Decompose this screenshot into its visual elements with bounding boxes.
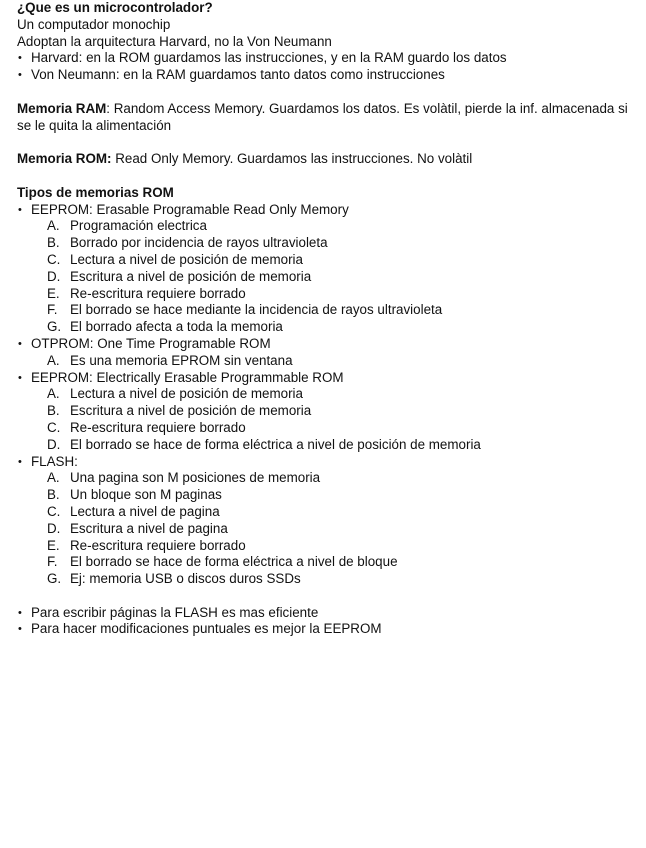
conclusion-eeprom: • Para hacer modificaciones puntuales es mejor la EEPROM — [17, 621, 630, 638]
sub-item-letter: E. — [47, 537, 60, 553]
sub-item — [17, 353, 630, 370]
spacer — [17, 84, 630, 101]
sub-item-text: Un bloque son M paginas — [70, 487, 222, 503]
sub-item — [17, 386, 630, 403]
sub-item — [17, 420, 630, 437]
sub-item — [17, 470, 630, 487]
sub-item-letter: D. — [47, 436, 61, 452]
sub-item — [17, 319, 630, 336]
sub-item-letter: G. — [47, 319, 62, 335]
sub-item — [17, 403, 630, 420]
rom-label: Memoria ROM: — [17, 151, 112, 167]
sub-item — [17, 554, 630, 571]
sub-item-text: Lectura a nivel de posición de memoria — [70, 386, 303, 402]
sub-item — [17, 437, 630, 454]
sub-item — [17, 252, 630, 269]
sub-item-letter: B. — [47, 403, 60, 419]
rom-text: Read Only Memory. Guardamos las instrucciones. No volàtil — [111, 151, 473, 167]
list-item-eeprom: • EEPROM: Electrically Erasable Programmable ROM — [17, 370, 630, 387]
sub-item — [17, 235, 630, 252]
sub-item-letter: A. — [47, 470, 60, 486]
sub-item — [17, 504, 630, 521]
sub-item-letter: A. — [47, 352, 60, 368]
spacer — [17, 134, 630, 151]
spacer — [17, 168, 630, 185]
list-item-eprom: • EEPROM: Erasable Programable Read Only Memory — [17, 202, 630, 219]
sub-item — [17, 538, 630, 555]
sub-item-letter: F. — [47, 302, 58, 318]
spacer — [17, 588, 630, 605]
sub-item-letter: C. — [47, 503, 61, 519]
sub-item-letter: E. — [47, 285, 60, 301]
sub-item — [17, 269, 630, 286]
sub-item-letter: A. — [47, 218, 60, 234]
sub-item-text: Escritura a nivel de pagina — [70, 520, 228, 536]
sub-item — [17, 521, 630, 538]
sub-item-letter: D. — [47, 268, 61, 284]
sub-item-text: Lectura a nivel de posición de memoria — [70, 251, 303, 267]
sub-item-text: Re-escritura requiere borrado — [70, 537, 246, 553]
sub-item-letter: D. — [47, 520, 61, 536]
sub-item-text: Re-escritura requiere borrado — [70, 419, 246, 435]
intro-line-1: Un computador monochip — [17, 16, 171, 32]
bullet-von-neumann: • Von Neumann: en la RAM guardamos tanto datos como instrucciones — [17, 67, 630, 84]
ram-text: : Random Access Memory. Guardamos los datos. Es volàtil, pierde la inf. almacenada si se le quita la alimentación — [17, 100, 628, 133]
intro-line-2: Adoptan la arquitectura Harvard, no la Von Neumann — [17, 33, 332, 49]
sub-item-text: Lectura a nivel de pagina — [70, 503, 220, 519]
sub-item — [17, 302, 630, 319]
heading-rom-types: Tipos de memorias ROM — [17, 184, 174, 200]
bullet-harvard: • Harvard: en la ROM guardamos las instrucciones, y en la RAM guardo los datos — [17, 50, 630, 67]
paragraph-ram — [17, 101, 630, 135]
sub-item-letter: C. — [47, 251, 61, 267]
sub-item-text: Es una memoria EPROM sin ventana — [70, 352, 293, 368]
sub-item — [17, 286, 630, 303]
sub-item-text: Re-escritura requiere borrado — [70, 285, 246, 301]
sub-item — [17, 218, 630, 235]
list-item-otprom: • OTPROM: One Time Programable ROM — [17, 336, 630, 353]
sub-item-text: Ej: memoria USB o discos duros SSDs — [70, 571, 301, 587]
sub-item-letter: F. — [47, 554, 58, 570]
sub-item-letter: C. — [47, 419, 61, 435]
sub-item — [17, 571, 630, 588]
sub-item-text: El borrado se hace de forma eléctrica a nivel de bloque — [70, 554, 398, 570]
sub-item-letter: G. — [47, 571, 62, 587]
sub-item-text: Escritura a nivel de posición de memoria — [70, 403, 312, 419]
sub-item-text: El borrado se hace mediante la incidencia de rayos ultravioleta — [70, 302, 443, 318]
sub-item-text: Una pagina son M posiciones de memoria — [70, 470, 321, 486]
list-item-flash: • FLASH: — [17, 454, 630, 471]
sub-item-text: Programación electrica — [70, 218, 207, 234]
paragraph-rom — [17, 151, 630, 168]
sub-item-text: El borrado afecta a toda la memoria — [70, 319, 283, 335]
sub-item-text: El borrado se hace de forma eléctrica a nivel de posición de memoria — [70, 436, 481, 452]
sub-item-text: Borrado por incidencia de rayos ultravioleta — [70, 235, 328, 251]
sub-item-letter: B. — [47, 487, 60, 503]
sub-item-letter: A. — [47, 386, 60, 402]
heading-microcontroller: ¿Que es un microcontrolador? — [17, 0, 213, 15]
sub-item — [17, 487, 630, 504]
conclusion-flash: • Para escribir páginas la FLASH es mas eficiente — [17, 605, 630, 622]
sub-item-letter: B. — [47, 235, 60, 251]
ram-label: Memoria RAM — [17, 100, 107, 116]
sub-item-text: Escritura a nivel de posición de memoria — [70, 268, 312, 284]
